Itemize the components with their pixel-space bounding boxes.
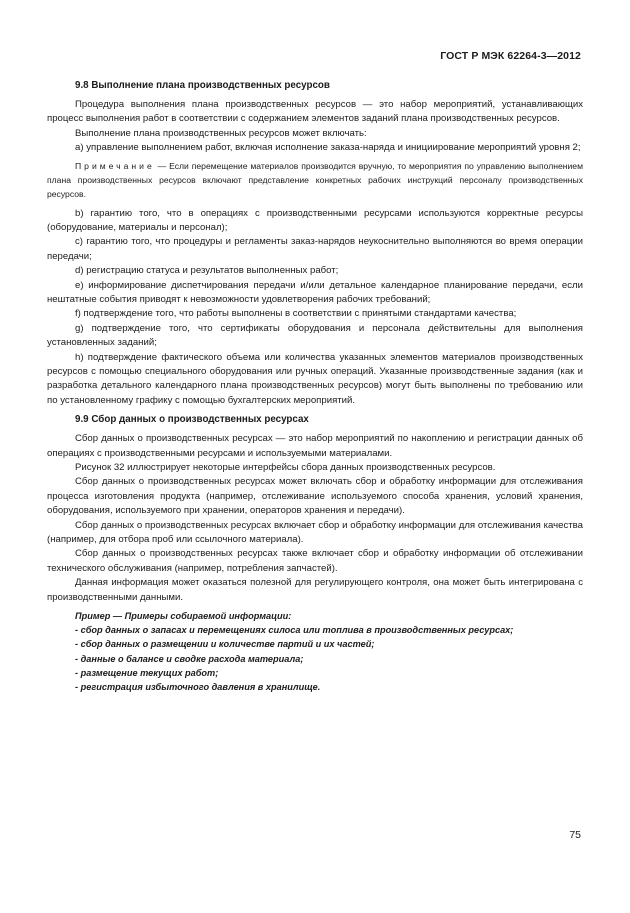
list-item-f: f) подтверждение того, что работы выполнены в соответствии с принятыми стандартами качества; — [75, 308, 517, 320]
note-text: — Если перемещение материалов производится вручную, то мероприятия по управлению выполнением плана производственных ресурсов включают представление конкретных рабочих инструкций персоналу производственных ресурсов. — [47, 160, 583, 200]
page-number: 75 — [569, 829, 581, 841]
paragraph: Сбор данных о производственных ресурсах может включать сбор и обработку информации для отслеживания процесса изготовления продукта (например, отслеживание используемого способа хранения, условий хранения, оборудования, используемого при хранении, операторов хранения и передачи). — [47, 476, 583, 517]
paragraph: Данная информация может оказаться полезной для регулирующего контроля, она может быть интегрирована с производственными данными. — [47, 577, 583, 603]
section-9-8-heading: 9.8 Выполнение плана производственных ресурсов — [75, 80, 330, 91]
paragraph: Сбор данных о производственных ресурсах — это набор мероприятий по накоплению и регистрации данных об операциях с производственными ресурсами и используемыми материалами. — [47, 433, 583, 459]
list-item-a: a) управление выполнением работ, включая исполнение заказа-наряда и инициирование мероприятий уровня 2; — [75, 142, 581, 154]
document-header: ГОСТ Р МЭК 62264-3—2012 — [440, 50, 581, 62]
example-title: Пример — Примеры собираемой информации: — [75, 611, 292, 622]
paragraph: Сбор данных о производственных ресурсах включает сбор и обработку информации для отслеживания качества (например, для отбора проб или ссылочного материала). — [47, 519, 583, 546]
example-item: - регистрация избыточного давления в хранилище. — [75, 682, 321, 693]
example-item: - данные о балансе и сводке расхода материала; — [75, 653, 304, 664]
list-item-c: c) гарантию того, что процедуры и регламенты заказ-нарядов неукоснительно выполняются во время операции передачи; — [47, 236, 583, 262]
paragraph: Процедура выполнения плана производственных ресурсов — это набор мероприятий, устанавливающих процесс выполнения работ в соответствии с содержанием элементов заданий плана производственных ресурсов. — [47, 99, 583, 125]
list-item-e: e) информирование диспетчирования передачи и/или детальное календарное планирование передачи, если нештатные события приводят к невозможности удовлетворения рабочих требований; — [47, 279, 583, 305]
note — [47, 159, 583, 202]
example-item: - сбор данных о размещении и количестве партий и их частей; — [75, 639, 375, 650]
list-item-g: g) подтверждение того, что сертификаты оборудования и персонала действительны для выполнения установленных заданий; — [47, 322, 583, 349]
example-item: - сбор данных о запасах и перемещениях силоса или топлива в производственных ресурсах; — [75, 625, 514, 636]
section-9-9-heading: 9.9 Сбор данных о производственных ресурсах — [75, 414, 309, 426]
paragraph: Сбор данных о производственных ресурсах также включает сбор и обработку информации об отслеживании технического обслуживания (например, потребления запчастей). — [47, 548, 583, 574]
note-label: Примечание — [75, 160, 155, 171]
paragraph: Рисунок 32 иллюстрирует некоторые интерфейсы сбора данных производственных ресурсов. — [75, 462, 496, 474]
example-item: - размещение текущих работ; — [75, 667, 219, 678]
list-item-d: d) регистрацию статуса и результатов выполненных работ; — [75, 265, 339, 277]
paragraph: Выполнение плана производственных ресурсов может включать: — [75, 127, 367, 139]
page-content — [47, 79, 583, 694]
list-item-b: b) гарантию того, что в операциях с производственными ресурсами используются корректные ресурсы (оборудование, материалы и персонал); — [47, 207, 583, 233]
list-item-h: h) подтверждение фактического объема или количества указанных элементов материалов производственных ресурсов с помощью специального оборудования или ручных операций. Указанные производственные задания (как и разработка детального календарного плана производственных ресурсов) могут быть выполнены по требованию или по установленному графику с помощью бухгалтерских мероприятий. — [47, 351, 583, 406]
